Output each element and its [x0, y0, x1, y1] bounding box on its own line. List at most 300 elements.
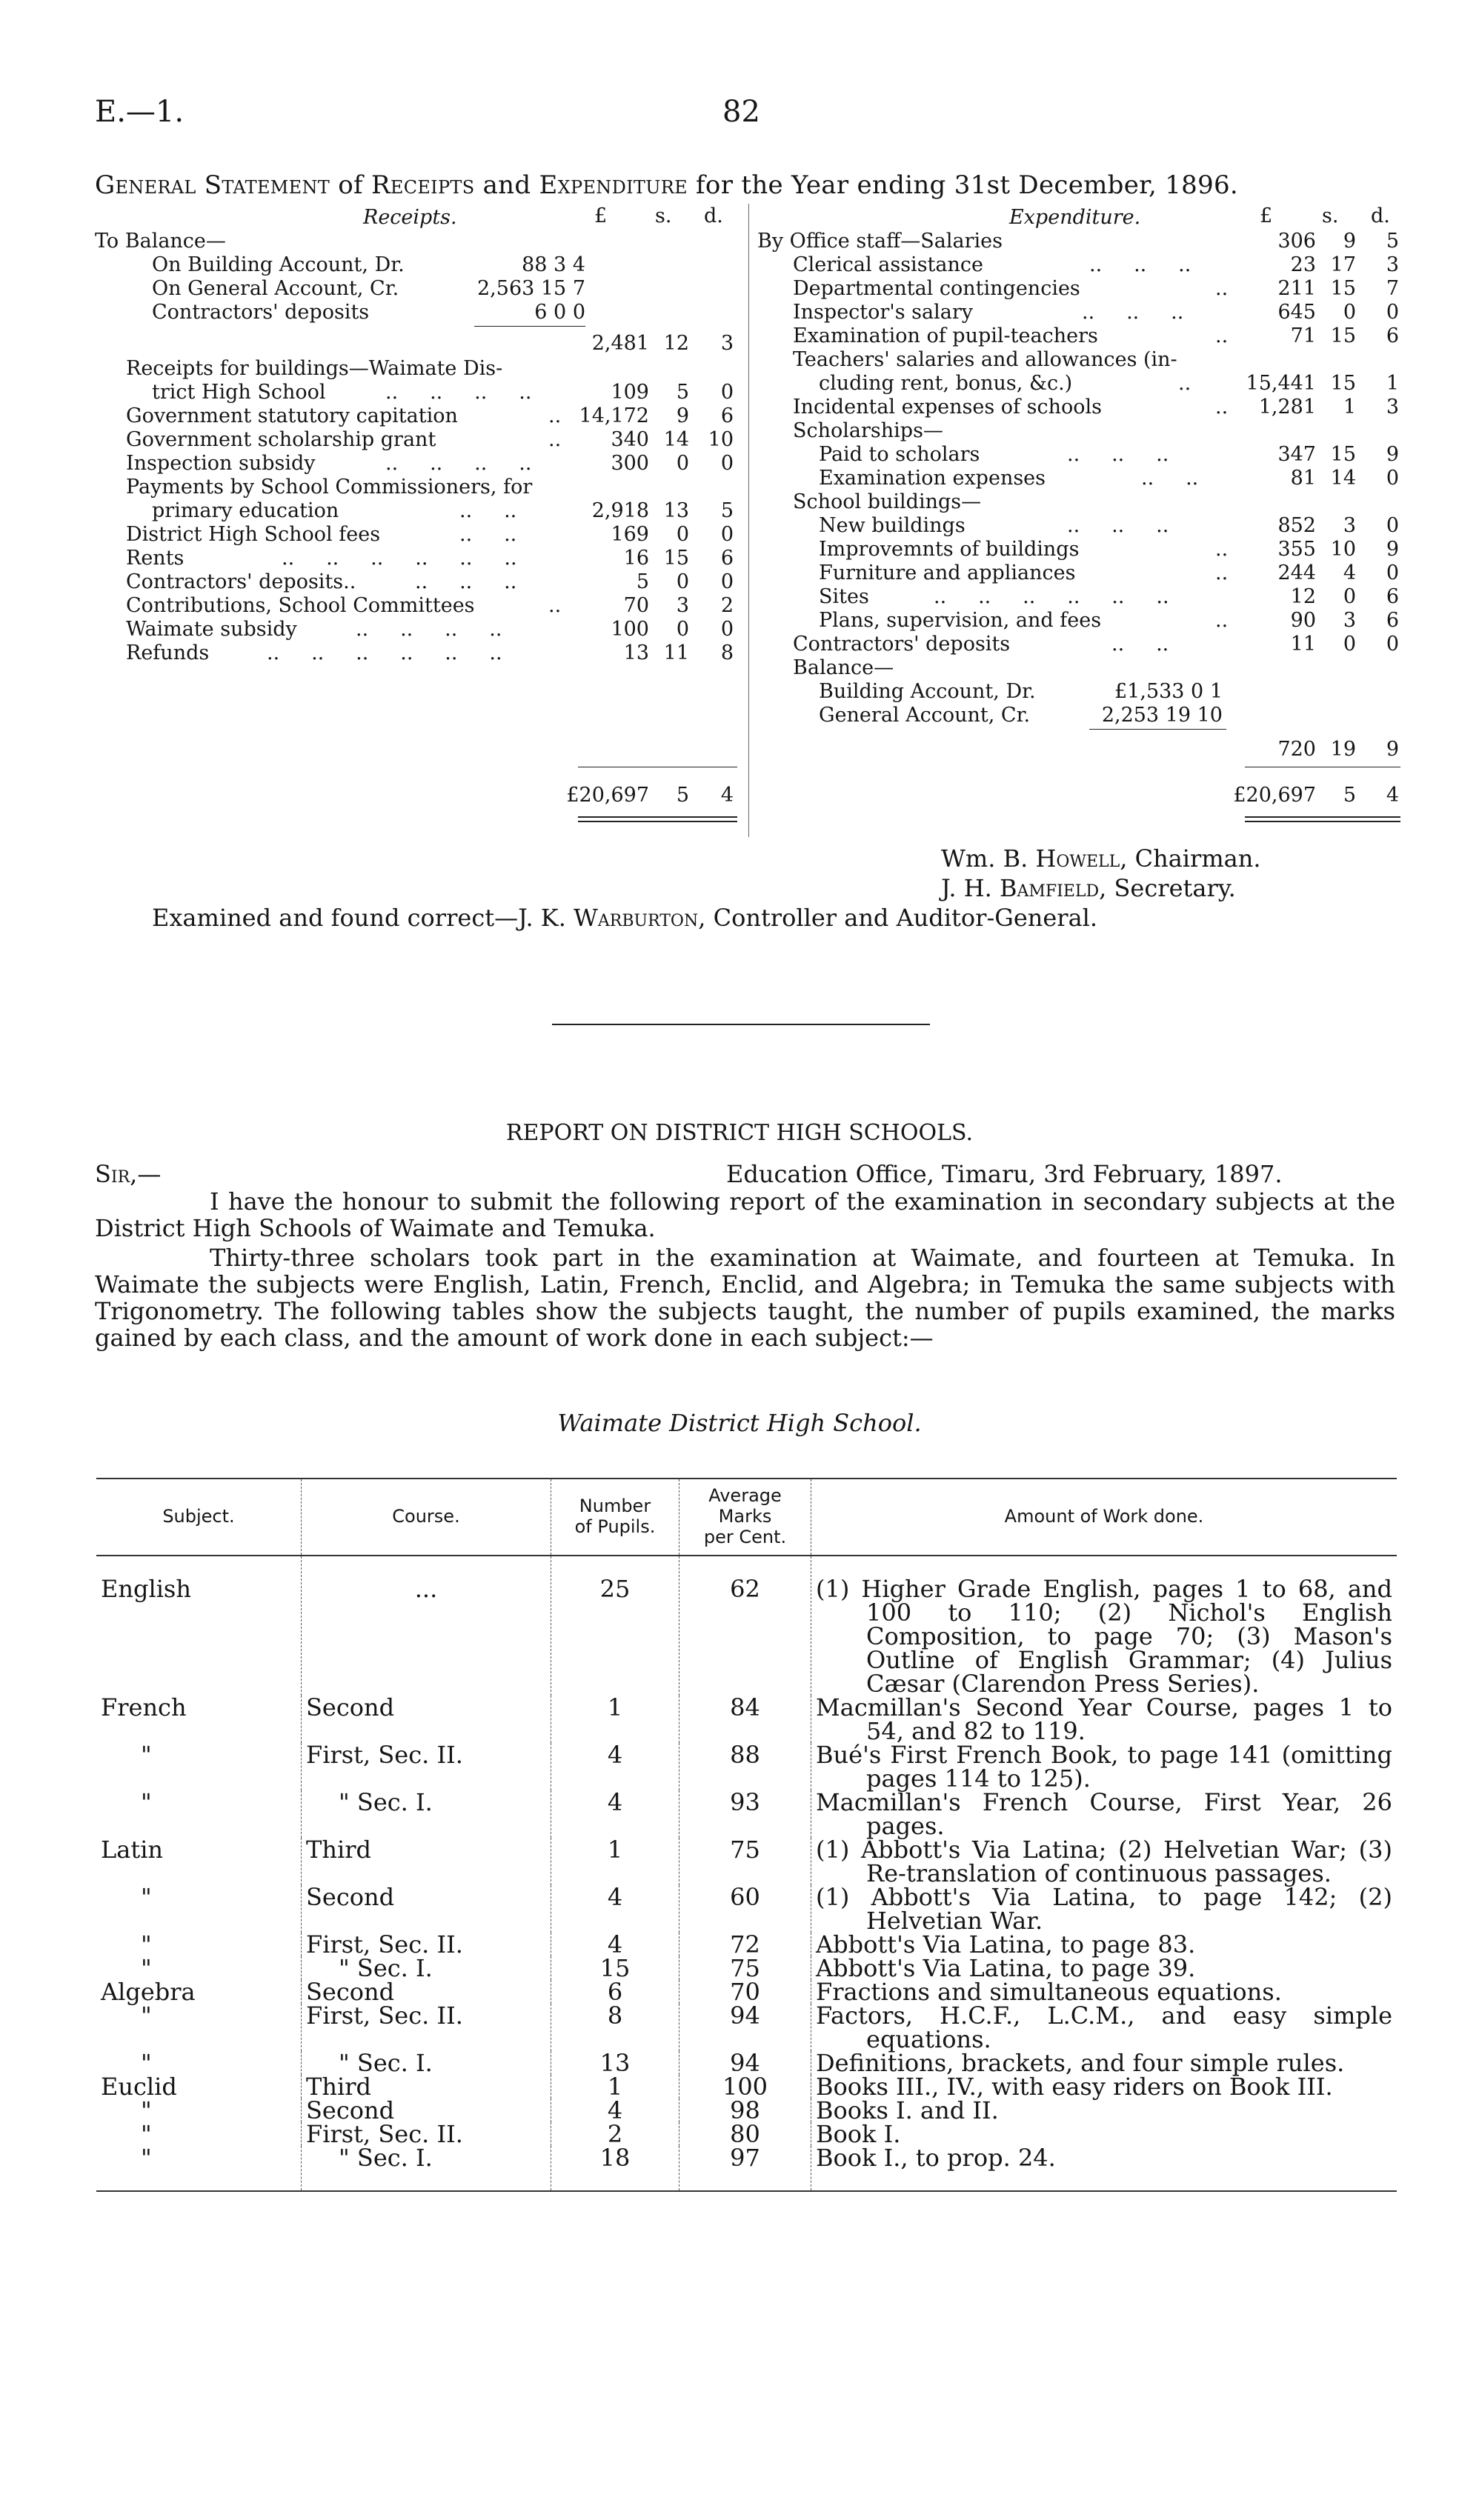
secretary-role: , Secretary. — [1099, 874, 1236, 902]
page-number: 82 — [722, 95, 760, 129]
work-text: Bué's First French Book, to page 141 (omitting pages 114 to 125). — [816, 1741, 1392, 1793]
leader-dots: .. .. .. .. — [385, 452, 532, 475]
report-title: REPORT ON DISTRICT HIGH SCHOOLS. — [505, 1120, 974, 1146]
exp-plans-d: 6 — [1386, 609, 1399, 632]
cell-subject: " — [141, 2120, 152, 2148]
work-text: Macmillan's French Course, First Year, 26 pages. — [816, 1788, 1392, 1840]
receipt-high-school: trict High School — [152, 381, 326, 404]
exp-plans: Plans, supervision, and fees — [819, 609, 1102, 632]
cell-pupils: 1 — [551, 2075, 679, 2099]
cell-marks: 72 — [679, 1933, 811, 1956]
leader-dots: .. .. .. — [1089, 253, 1191, 276]
column-divider — [748, 204, 749, 837]
leader-dots: .. .. .. — [1082, 301, 1184, 324]
work-text: Macmillan's Second Year Course, pages 1 to 54, and 82 to 119. — [816, 1693, 1392, 1745]
exp-contingencies-pounds: 211 — [1277, 277, 1316, 300]
header-work: Amount of Work done. — [811, 1479, 1397, 1556]
table-row — [96, 2051, 1397, 2075]
exp-clerical: Clerical assistance — [793, 253, 983, 276]
cell-course: " Sec. I. — [302, 1956, 551, 1980]
exp-improvements: Improvemnts of buildings — [819, 538, 1080, 561]
exp-furniture: Furniture and appliances — [819, 561, 1076, 584]
exp-contractors-deposits-d: 0 — [1386, 633, 1399, 656]
exp-office-salaries-pounds: 306 — [1277, 230, 1316, 253]
cell-pupils: 25 — [551, 1556, 679, 1696]
receipt-scholarship-grant: Government scholarship grant — [126, 428, 436, 451]
receipt-rents: Rents — [126, 547, 185, 570]
audit-suffix: , Controller and Auditor-General. — [698, 904, 1098, 932]
work-text: (1) Higher Grade English, pages 1 to 68, and 100 to 110; (2) Nichol's English Composition, to page 70; (3) Mason's Outline of English Grammar; (4) Julius Cæsar (Clarendon Press Series). — [816, 1575, 1392, 1698]
receipt-inspection-subsidy-s: 0 — [676, 452, 689, 475]
double-rule — [578, 816, 737, 818]
title-receipts: Receipts — [370, 170, 475, 200]
exp-plans-pounds: 90 — [1290, 609, 1316, 632]
exp-teachers-salaries-d: 1 — [1386, 372, 1399, 395]
cell-work — [811, 2075, 1397, 2099]
work-text: Factors, H.C.F., L.C.M., and easy simple equations. — [816, 2001, 1392, 2053]
audit-surname: Warburton — [574, 904, 699, 932]
title-of: of — [338, 170, 363, 200]
exp-improvements-d: 9 — [1386, 538, 1399, 561]
receipt-commissioners-heading: Payments by School Commissioners, for — [126, 476, 533, 499]
cell-pupils: 4 — [551, 1885, 679, 1933]
work-text: Book I., to prop. 24. — [816, 2144, 1056, 2172]
receipt-high-school-d: 0 — [720, 381, 734, 404]
receipt-high-school-s: 5 — [676, 381, 689, 404]
cell-pupils: 8 — [551, 2004, 679, 2051]
chairman-initials: Wm. B. — [941, 844, 1028, 873]
cell-subject: French — [101, 1693, 187, 1721]
receipts-col-s: s. — [655, 204, 672, 227]
receipts-col-d: d. — [704, 204, 723, 227]
cell-marks: 75 — [679, 1956, 811, 1980]
leader-dots: .. — [1215, 396, 1229, 419]
exp-clerical-s: 17 — [1330, 253, 1356, 276]
table-row — [96, 1980, 1397, 2004]
leader-dots: .. .. .. .. — [385, 381, 532, 404]
cell-subject: English — [101, 1575, 191, 1603]
receipt-capitation-pounds: 14,172 — [579, 404, 649, 427]
exp-inspector-d: 0 — [1386, 301, 1399, 324]
table-caption: Waimate District High School. — [557, 1409, 922, 1437]
cell-marks: 93 — [679, 1790, 811, 1838]
receipt-inspection-subsidy: Inspection subsidy — [126, 452, 316, 475]
exp-building-account: Building Account, Dr. — [819, 680, 1036, 703]
exp-furniture-d: 0 — [1386, 561, 1399, 584]
cell-work — [811, 2051, 1397, 2075]
statement-title — [95, 170, 1238, 200]
exp-pupil-teachers-d: 6 — [1386, 324, 1399, 347]
leader-dots: .. .. .. .. .. .. — [934, 585, 1169, 608]
cell-marks: 98 — [679, 2099, 811, 2122]
exp-contingencies: Departmental contingencies — [793, 277, 1080, 300]
cell-marks: 62 — [679, 1556, 811, 1696]
subjects-table — [96, 1478, 1397, 2192]
expenditure-heading: Expenditure. — [1009, 206, 1141, 229]
receipt-primary-education-d: 5 — [720, 499, 734, 522]
report-paragraph-2: Thirty-three scholars took part in the examination at Waimate, and fourteen at Temuka. In Waimate the subjects were English, Latin, French, Enclid, and Algebra; in Temuka the same subjects with Trigonometry. The following tables show the subjects taught, the number of pupils examined, the marks gained by each class, and the amount of work done in each subject:— — [95, 1244, 1395, 1352]
cell-course: Third — [302, 2075, 551, 2099]
table-row — [96, 1556, 1397, 1696]
receipt-scholarship-grant-pounds: 340 — [611, 428, 649, 451]
cell-work — [811, 1956, 1397, 1980]
cell-work — [811, 1693, 1397, 1745]
header-course: Course. — [302, 1479, 551, 1556]
leader-dots: .. .. — [1141, 467, 1199, 490]
exp-new-buildings-d: 0 — [1386, 514, 1399, 537]
cell-course: Second — [302, 1885, 551, 1933]
receipt-contractors-deposits: Contractors' deposits.. — [126, 570, 356, 593]
cell-marks: 97 — [679, 2146, 811, 2191]
receipt-contractors-deposits-s: 0 — [676, 570, 689, 593]
header-number-line2: of Pupils. — [574, 1516, 656, 1537]
work-text: Books I. and II. — [816, 2096, 999, 2124]
table-row — [96, 1838, 1397, 1885]
table-header-row — [96, 1479, 1397, 1556]
receipt-inspection-subsidy-d: 0 — [720, 452, 734, 475]
table-row — [96, 1696, 1397, 1743]
cell-work — [811, 2096, 1397, 2124]
header-number-line1: Number — [579, 1496, 651, 1516]
exp-office-salaries: By Office staff—Salaries — [757, 230, 1003, 253]
double-rule — [578, 821, 737, 822]
cell-course: First, Sec. II. — [302, 2122, 551, 2146]
exp-new-buildings: New buildings — [819, 514, 965, 537]
exp-sites-d: 6 — [1386, 585, 1399, 608]
cell-subject: " — [141, 1954, 152, 1982]
exp-inspector-s: 0 — [1343, 301, 1356, 324]
double-rule — [1245, 821, 1400, 822]
exp-inspector-pounds: 645 — [1277, 301, 1316, 324]
leader-dots: .. — [1215, 324, 1229, 347]
receipt-building-account: On Building Account, Dr. — [152, 253, 405, 276]
receipt-balance-d: 3 — [720, 332, 734, 355]
exp-balance-s: 19 — [1330, 738, 1356, 761]
expenditure-col-d: d. — [1371, 204, 1390, 227]
cell-pupils: 1 — [551, 1838, 679, 1885]
title-prefix: General Statement — [95, 170, 330, 200]
receipt-contributions-pounds: 70 — [623, 594, 649, 617]
exp-office-salaries-d: 5 — [1386, 230, 1399, 253]
receipt-refunds-pounds: 13 — [623, 641, 649, 664]
receipt-waimate-subsidy-s: 0 — [676, 618, 689, 641]
exp-exam-expenses-d: 0 — [1386, 467, 1399, 490]
work-text: Books III., IV., with easy riders on Book III. — [816, 2073, 1333, 2101]
cell-work — [811, 2146, 1397, 2191]
header-average-line2: Marks — [718, 1506, 772, 1527]
receipts-heading: Receipts. — [363, 206, 457, 229]
double-rule — [1245, 816, 1400, 818]
cell-course: Third — [302, 1838, 551, 1885]
report-paragraph-1: I have the honour to submit the following report of the examination in secondary subjects at the District High Schools of Waimate and Temuka. — [95, 1187, 1395, 1242]
cell-subject: " — [141, 2049, 152, 2077]
title-expenditure: Expenditure — [539, 170, 688, 200]
receipt-waimate-subsidy-d: 0 — [720, 618, 734, 641]
table-row — [96, 1933, 1397, 1956]
receipt-rents-d: 6 — [720, 547, 734, 570]
audit-prefix: Examined and found correct—J. K. — [152, 904, 566, 932]
leader-dots: .. .. .. — [415, 570, 517, 593]
receipt-school-fees: District High School fees — [126, 523, 381, 546]
receipt-primary-education-pounds: 2,918 — [591, 499, 649, 522]
exp-plans-s: 3 — [1343, 609, 1356, 632]
cell-course: " Sec. I. — [302, 1790, 551, 1838]
expenditure-col-s: s. — [1322, 204, 1339, 227]
title-and: and — [482, 170, 531, 200]
leader-dots: .. .. — [459, 499, 517, 522]
leader-dots: .. .. .. .. .. .. — [282, 547, 517, 570]
leader-dots: .. .. .. .. — [356, 618, 502, 641]
exp-improvements-s: 10 — [1330, 538, 1356, 561]
work-text: (1) Abbott's Via Latina, to page 142; (2) Helvetian War. — [816, 1883, 1392, 1935]
cell-work — [811, 1556, 1397, 1696]
receipt-school-fees-d: 0 — [720, 523, 734, 546]
cell-course: First, Sec. II. — [302, 1743, 551, 1790]
receipts-total-s: 5 — [676, 784, 689, 807]
receipt-primary-education: primary education — [152, 499, 339, 522]
exp-clerical-pounds: 23 — [1290, 253, 1316, 276]
cell-marks: 88 — [679, 1743, 811, 1790]
exp-furniture-pounds: 244 — [1277, 561, 1316, 584]
receipt-primary-education-s: 13 — [663, 499, 689, 522]
work-text: Abbott's Via Latina, to page 83. — [816, 1930, 1196, 1959]
header-average-line3: per Cent. — [703, 1527, 787, 1547]
table-row — [96, 1743, 1397, 1790]
cell-course: " Sec. I. — [302, 2051, 551, 2075]
leader-dots: .. — [1215, 538, 1229, 561]
receipt-high-school-pounds: 109 — [611, 381, 649, 404]
exp-clerical-d: 3 — [1386, 253, 1399, 276]
expenditure-col-pound: £ — [1260, 204, 1273, 227]
leader-dots: .. .. .. — [1067, 443, 1169, 466]
exp-teachers-salaries: cluding rent, bonus, &c.) — [819, 372, 1073, 395]
receipt-capitation-s: 9 — [676, 404, 689, 427]
cell-subject: Algebra — [101, 1978, 196, 2006]
exp-balance-heading: Balance— — [793, 656, 894, 679]
exp-paid-scholars-d: 9 — [1386, 443, 1399, 466]
header-number — [551, 1479, 679, 1556]
exp-sites-pounds: 12 — [1290, 585, 1316, 608]
exp-paid-scholars-pounds: 347 — [1277, 443, 1316, 466]
exp-buildings-heading: School buildings— — [793, 490, 982, 513]
receipt-refunds-s: 11 — [663, 641, 689, 664]
receipt-building-account-amount: 88 3 4 — [522, 253, 585, 276]
table-row — [96, 1956, 1397, 1980]
cell-subject: " — [141, 1883, 152, 1911]
cell-work — [811, 1930, 1397, 1959]
work-text: Definitions, brackets, and four simple rules. — [816, 2049, 1345, 2077]
cell-subject: " — [141, 1788, 152, 1816]
leader-dots: .. — [1215, 609, 1229, 632]
receipt-balance-pounds: 2,481 — [591, 332, 649, 355]
exp-balance-d: 9 — [1386, 738, 1399, 761]
cell-marks: 94 — [679, 2004, 811, 2051]
leader-dots: .. .. — [459, 523, 517, 546]
cell-subject: " — [141, 1741, 152, 1769]
cell-work — [811, 1790, 1397, 1838]
cell-course: ... — [302, 1556, 551, 1696]
receipt-school-fees-s: 0 — [676, 523, 689, 546]
receipt-capitation: Government statutory capitation — [126, 404, 458, 427]
exp-paid-scholars: Paid to scholars — [819, 443, 980, 466]
cell-work — [811, 1885, 1397, 1933]
cell-subject: " — [141, 2096, 152, 2124]
expenditure-total-pounds: £20,697 — [1233, 784, 1316, 807]
exp-contingencies-s: 15 — [1330, 277, 1356, 300]
exp-balance-pounds: 720 — [1277, 738, 1316, 761]
exp-sites-s: 0 — [1343, 585, 1356, 608]
work-text: Abbott's Via Latina, to page 39. — [816, 1954, 1196, 1982]
cell-work — [811, 1838, 1397, 1885]
leader-dots: .. — [548, 404, 562, 427]
cell-pupils: 4 — [551, 1933, 679, 1956]
leader-dots: .. — [1178, 372, 1191, 395]
section-divider — [552, 1024, 930, 1025]
chairman-surname: Howell — [1035, 844, 1120, 873]
receipt-general-account-amount: 2,563 15 7 — [477, 277, 585, 300]
leader-dots: .. — [548, 594, 562, 617]
receipt-general-account: On General Account, Cr. — [152, 277, 399, 300]
cell-course: First, Sec. II. — [302, 2004, 551, 2051]
receipt-rents-s: 15 — [663, 547, 689, 570]
cell-subject: " — [141, 2001, 152, 2030]
exp-pupil-teachers: Examination of pupil-teachers — [793, 324, 1098, 347]
receipt-waimate-subsidy: Waimate subsidy — [126, 618, 297, 641]
receipt-rents-pounds: 16 — [623, 547, 649, 570]
receipt-scholarship-grant-d: 10 — [708, 428, 734, 451]
work-text: Book I. — [816, 2120, 901, 2148]
salutation: Sir,— — [95, 1160, 162, 1188]
receipt-capitation-d: 6 — [720, 404, 734, 427]
cell-marks: 60 — [679, 1885, 811, 1933]
cell-pupils: 13 — [551, 2051, 679, 2075]
exp-general-account-amount: 2,253 19 10 — [1101, 704, 1223, 727]
receipts-total-d: 4 — [720, 784, 734, 807]
cell-marks: 80 — [679, 2122, 811, 2146]
exp-exam-expenses: Examination expenses — [819, 467, 1046, 490]
cell-subject: Euclid — [101, 2073, 177, 2101]
table-row — [96, 2146, 1397, 2191]
secretary-initials: J. H. — [941, 874, 992, 902]
cell-subject: " — [96, 2146, 302, 2191]
cell-course: Second — [302, 1980, 551, 2004]
receipt-school-fees-pounds: 169 — [611, 523, 649, 546]
exp-improvements-pounds: 355 — [1277, 538, 1316, 561]
subtotal-rule — [474, 326, 585, 327]
leader-dots: .. .. — [1111, 633, 1169, 656]
cell-marks: 94 — [679, 2051, 811, 2075]
chairman-role: , Chairman. — [1120, 844, 1261, 873]
exp-contingencies-d: 7 — [1386, 277, 1399, 300]
chairman-signature — [941, 844, 1261, 873]
receipts-total-pounds: £20,697 — [566, 784, 649, 807]
leader-dots: .. .. .. — [1067, 514, 1169, 537]
exp-contractors-deposits-s: 0 — [1343, 633, 1356, 656]
exp-exam-expenses-s: 14 — [1330, 467, 1356, 490]
receipt-scholarship-grant-s: 14 — [663, 428, 689, 451]
leader-dots: .. — [548, 428, 562, 451]
exp-inspector: Inspector's salary — [793, 301, 974, 324]
receipt-waimate-subsidy-pounds: 100 — [611, 618, 649, 641]
expenditure-total-d: 4 — [1386, 784, 1399, 807]
table-row — [96, 1885, 1397, 1933]
document-reference: E.—1. — [95, 95, 185, 129]
exp-new-buildings-pounds: 852 — [1277, 514, 1316, 537]
exp-teachers-heading: Teachers' salaries and allowances (in- — [793, 348, 1177, 371]
exp-exam-expenses-pounds: 81 — [1290, 467, 1316, 490]
receipt-refunds: Refunds — [126, 641, 210, 664]
exp-general-account: General Account, Cr. — [819, 704, 1031, 727]
cell-marks: 70 — [679, 1980, 811, 2004]
cell-work — [811, 2122, 1397, 2146]
title-rest: for the Year ending 31st December, 1896. — [696, 170, 1239, 200]
exp-incidental-s: 1 — [1343, 396, 1356, 419]
exp-sites: Sites — [819, 585, 869, 608]
exp-paid-scholars-s: 15 — [1330, 443, 1356, 466]
receipt-buildings-heading: Receipts for buildings—Waimate Dis- — [126, 357, 503, 380]
leader-dots: .. — [1215, 277, 1229, 300]
cell-work — [811, 1741, 1397, 1793]
cell-pupils: 6 — [551, 1980, 679, 2004]
receipt-contractors-deposits-pounds: 5 — [636, 570, 649, 593]
report-address: Education Office, Timaru, 3rd February, 1897. — [726, 1160, 1283, 1188]
exp-pupil-teachers-pounds: 71 — [1290, 324, 1316, 347]
cell-subject: Latin — [101, 1836, 164, 1864]
exp-incidental-d: 3 — [1386, 396, 1399, 419]
cell-course: Second — [302, 2099, 551, 2122]
exp-furniture-s: 4 — [1343, 561, 1356, 584]
cell-pupils: 4 — [551, 1743, 679, 1790]
cell-course: " Sec. I. — [302, 2146, 551, 2191]
table-row — [96, 2122, 1397, 2146]
exp-pupil-teachers-s: 15 — [1330, 324, 1356, 347]
exp-office-salaries-s: 9 — [1343, 230, 1356, 253]
cell-pupils: 15 — [551, 1956, 679, 1980]
expenditure-total-s: 5 — [1343, 784, 1356, 807]
receipt-contractors-deposits-balance: Contractors' deposits — [152, 301, 370, 324]
receipt-to-balance: To Balance— — [95, 230, 226, 253]
receipt-inspection-subsidy-pounds: 300 — [611, 452, 649, 475]
cell-subject: " — [141, 1930, 152, 1959]
table-row — [96, 2075, 1397, 2099]
exp-teachers-salaries-pounds: 15,441 — [1246, 372, 1316, 395]
receipt-contractors-deposits-d: 0 — [720, 570, 734, 593]
cell-course: First, Sec. II. — [302, 1933, 551, 1956]
secretary-surname: Bamfield — [999, 874, 1100, 902]
receipt-contributions-d: 2 — [720, 594, 734, 617]
table-row — [96, 2099, 1397, 2122]
exp-new-buildings-s: 3 — [1343, 514, 1356, 537]
cell-course: Second — [302, 1696, 551, 1743]
table-row — [96, 1790, 1397, 1838]
receipts-col-pound: £ — [594, 204, 608, 227]
cell-marks: 84 — [679, 1696, 811, 1743]
exp-contractors-deposits-pounds: 11 — [1290, 633, 1316, 656]
exp-teachers-salaries-s: 15 — [1330, 372, 1356, 395]
cell-marks: 100 — [679, 2075, 811, 2099]
cell-pupils: 1 — [551, 1696, 679, 1743]
header-average-line1: Average — [708, 1485, 782, 1506]
receipt-contributions-s: 3 — [676, 594, 689, 617]
exp-incidental-pounds: 1,281 — [1258, 396, 1316, 419]
receipt-balance-s: 12 — [663, 332, 689, 355]
header-average — [679, 1479, 811, 1556]
secretary-signature — [941, 874, 1236, 902]
cell-pupils: 4 — [551, 2099, 679, 2122]
cell-marks: 75 — [679, 1838, 811, 1885]
receipt-refunds-d: 8 — [720, 641, 734, 664]
work-text: Fractions and simultaneous equations. — [816, 1978, 1282, 2006]
